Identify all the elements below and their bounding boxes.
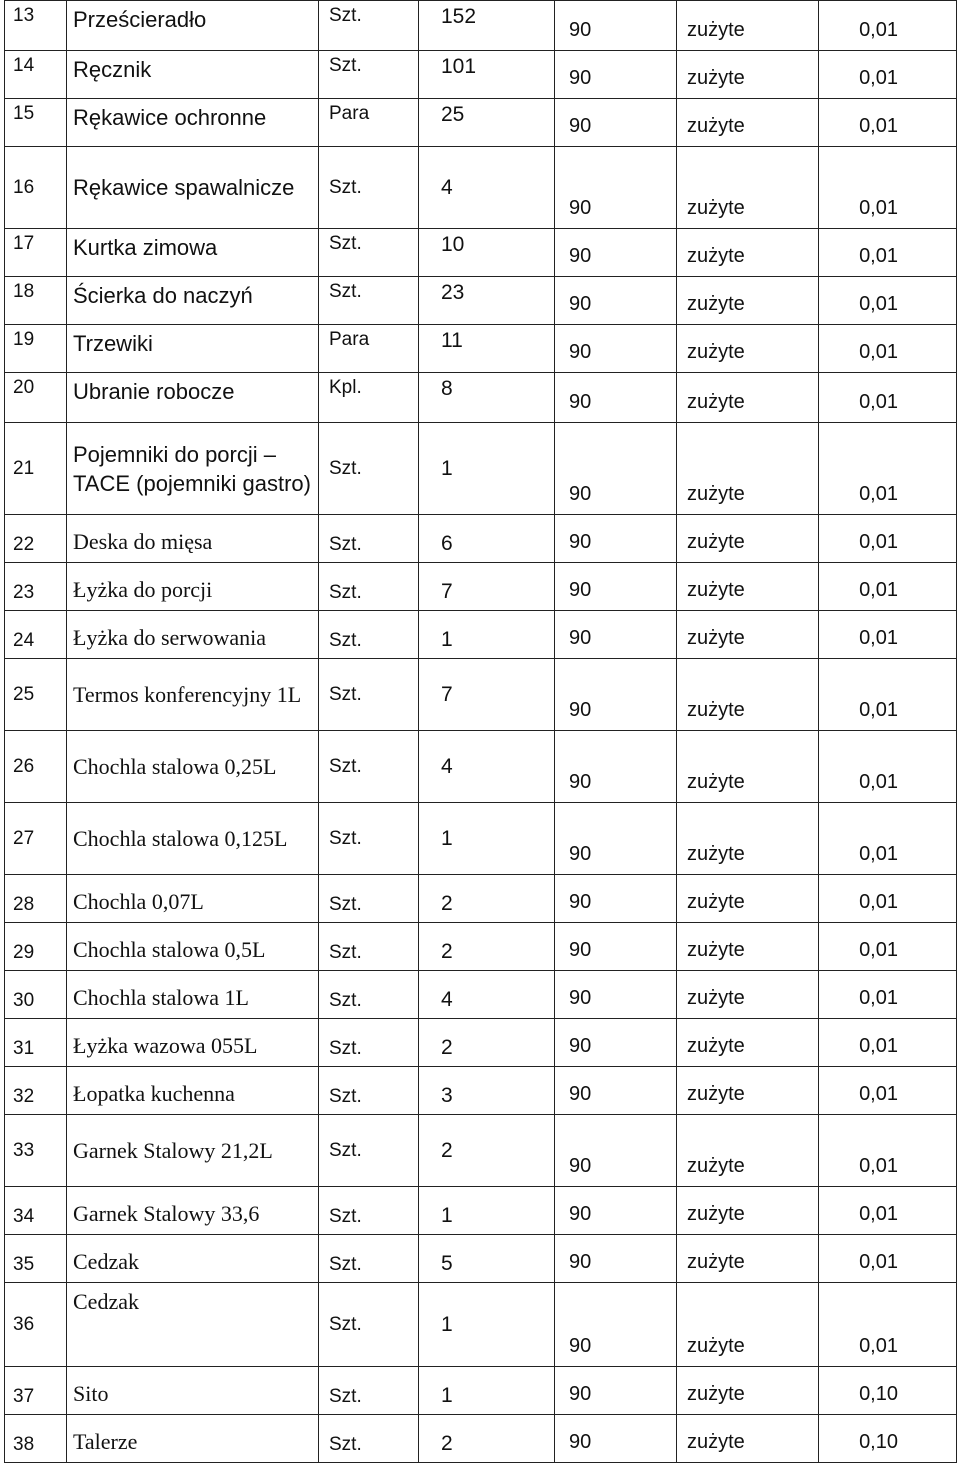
quantity-cell: 2 (419, 875, 555, 923)
quantity-cell: 4 (419, 147, 555, 229)
period-value-cell: 90 (555, 325, 677, 373)
quantity-cell: 2 (419, 1415, 555, 1463)
unit-cell: Szt. (319, 51, 419, 99)
period-value-cell: 90 (555, 731, 677, 803)
unit-cell: Szt. (319, 923, 419, 971)
quantity-cell: 3 (419, 1067, 555, 1115)
unit-cell: Szt. (319, 563, 419, 611)
rate-cell: 0,01 (819, 229, 957, 277)
rate-cell: 0,01 (819, 1067, 957, 1115)
period-value-cell: 90 (555, 229, 677, 277)
unit-cell: Szt. (319, 875, 419, 923)
item-name-cell: Trzewiki (67, 325, 319, 373)
rate-cell: 0,01 (819, 1115, 957, 1187)
period-value-cell: 90 (555, 971, 677, 1019)
unit-cell: Para (319, 99, 419, 147)
table-row (5, 659, 957, 731)
table-row (5, 1067, 957, 1115)
rate-cell: 0,01 (819, 563, 957, 611)
status-cell: zużyte (677, 1, 819, 51)
unit-cell: Szt. (319, 971, 419, 1019)
rate-cell: 0,01 (819, 1019, 957, 1067)
period-value-cell: 90 (555, 1067, 677, 1115)
quantity-cell: 101 (419, 51, 555, 99)
row-number-cell: 15 (5, 99, 67, 147)
row-number-cell: 16 (5, 147, 67, 229)
row-number-cell: 29 (5, 923, 67, 971)
item-name-cell: Rękawice ochronne (67, 99, 319, 147)
unit-cell: Szt. (319, 1019, 419, 1067)
rate-cell: 0,01 (819, 515, 957, 563)
status-cell: zużyte (677, 1019, 819, 1067)
quantity-cell: 6 (419, 515, 555, 563)
status-cell: zużyte (677, 563, 819, 611)
status-cell: zużyte (677, 515, 819, 563)
status-cell: zużyte (677, 731, 819, 803)
quantity-cell: 7 (419, 659, 555, 731)
unit-cell: Szt. (319, 659, 419, 731)
quantity-cell: 8 (419, 373, 555, 423)
table-row (5, 923, 957, 971)
unit-cell: Szt. (319, 1235, 419, 1283)
quantity-cell: 1 (419, 1283, 555, 1367)
status-cell: zużyte (677, 1367, 819, 1415)
row-number-cell: 24 (5, 611, 67, 659)
row-number-cell: 32 (5, 1067, 67, 1115)
item-name-cell: Chochla stalowa 0,5L (67, 923, 319, 971)
rate-cell: 0,01 (819, 875, 957, 923)
status-cell: zużyte (677, 99, 819, 147)
row-number-cell: 31 (5, 1019, 67, 1067)
rate-cell: 0,01 (819, 277, 957, 325)
rate-cell: 0,01 (819, 659, 957, 731)
row-number-cell: 22 (5, 515, 67, 563)
quantity-cell: 11 (419, 325, 555, 373)
row-number-cell: 25 (5, 659, 67, 731)
quantity-cell: 7 (419, 563, 555, 611)
period-value-cell: 90 (555, 1019, 677, 1067)
table-row (5, 803, 957, 875)
row-number-cell: 17 (5, 229, 67, 277)
table-row (5, 611, 957, 659)
rate-cell: 0,01 (819, 51, 957, 99)
status-cell: zużyte (677, 1115, 819, 1187)
period-value-cell: 90 (555, 51, 677, 99)
unit-cell: Szt. (319, 1367, 419, 1415)
unit-cell: Szt. (319, 423, 419, 515)
row-number-cell: 34 (5, 1187, 67, 1235)
quantity-cell: 1 (419, 803, 555, 875)
table-row (5, 563, 957, 611)
status-cell: zużyte (677, 611, 819, 659)
status-cell: zużyte (677, 1187, 819, 1235)
table-row (5, 423, 957, 515)
period-value-cell: 90 (555, 373, 677, 423)
row-number-cell: 28 (5, 875, 67, 923)
status-cell: zużyte (677, 423, 819, 515)
period-value-cell: 90 (555, 875, 677, 923)
table-row (5, 229, 957, 277)
status-cell: zużyte (677, 373, 819, 423)
period-value-cell: 90 (555, 1235, 677, 1283)
rate-cell: 0,01 (819, 147, 957, 229)
rate-cell: 0,01 (819, 99, 957, 147)
row-number-cell: 19 (5, 325, 67, 373)
rate-cell: 0,01 (819, 1187, 957, 1235)
status-cell: zużyte (677, 325, 819, 373)
table-row (5, 971, 957, 1019)
status-cell: zużyte (677, 971, 819, 1019)
rate-cell: 0,01 (819, 1283, 957, 1367)
row-number-cell: 13 (5, 1, 67, 51)
period-value-cell: 90 (555, 1367, 677, 1415)
period-value-cell: 90 (555, 803, 677, 875)
table-row (5, 325, 957, 373)
table-row (5, 373, 957, 423)
quantity-cell: 1 (419, 611, 555, 659)
item-name-cell: Chochla stalowa 0,25L (67, 731, 319, 803)
status-cell: zużyte (677, 1067, 819, 1115)
period-value-cell: 90 (555, 1415, 677, 1463)
rate-cell: 0,10 (819, 1367, 957, 1415)
rate-cell: 0,01 (819, 325, 957, 373)
quantity-cell: 4 (419, 731, 555, 803)
unit-cell: Szt. (319, 803, 419, 875)
row-number-cell: 18 (5, 277, 67, 325)
item-name-cell: Ścierka do naczyń (67, 277, 319, 325)
item-name-cell: Łopatka kuchenna (67, 1067, 319, 1115)
quantity-cell: 2 (419, 1115, 555, 1187)
period-value-cell: 90 (555, 1115, 677, 1187)
item-name-cell: Pojemniki do porcji – TACE (pojemniki gastro) (67, 423, 319, 515)
unit-cell: Szt. (319, 1283, 419, 1367)
table-row (5, 277, 957, 325)
period-value-cell: 90 (555, 659, 677, 731)
status-cell: zużyte (677, 1235, 819, 1283)
period-value-cell: 90 (555, 147, 677, 229)
item-name-cell: Rękawice spawalnicze (67, 147, 319, 229)
unit-cell: Szt. (319, 147, 419, 229)
quantity-cell: 23 (419, 277, 555, 325)
rate-cell: 0,01 (819, 423, 957, 515)
unit-cell: Szt. (319, 229, 419, 277)
table-row (5, 51, 957, 99)
item-name-cell: Chochla stalowa 1L (67, 971, 319, 1019)
table-row (5, 1415, 957, 1463)
period-value-cell: 90 (555, 923, 677, 971)
period-value-cell: 90 (555, 515, 677, 563)
inventory-table (4, 0, 957, 1463)
period-value-cell: 90 (555, 99, 677, 147)
row-number-cell: 26 (5, 731, 67, 803)
item-name-cell: Łyżka do porcji (67, 563, 319, 611)
period-value-cell: 90 (555, 563, 677, 611)
quantity-cell: 5 (419, 1235, 555, 1283)
period-value-cell: 90 (555, 277, 677, 325)
status-cell: zużyte (677, 1415, 819, 1463)
item-name-cell: Sito (67, 1367, 319, 1415)
quantity-cell: 1 (419, 1187, 555, 1235)
unit-cell: Szt. (319, 731, 419, 803)
status-cell: zużyte (677, 147, 819, 229)
item-name-cell: Chochla stalowa 0,125L (67, 803, 319, 875)
status-cell: zużyte (677, 1283, 819, 1367)
item-name-cell: Garnek Stalowy 33,6 (67, 1187, 319, 1235)
quantity-cell: 2 (419, 923, 555, 971)
unit-cell: Szt. (319, 1, 419, 51)
item-name-cell: Cedzak (67, 1235, 319, 1283)
table-row (5, 1187, 957, 1235)
status-cell: zużyte (677, 659, 819, 731)
row-number-cell: 36 (5, 1283, 67, 1367)
row-number-cell: 21 (5, 423, 67, 515)
item-name-cell: Łyżka do serwowania (67, 611, 319, 659)
table-row (5, 99, 957, 147)
status-cell: zużyte (677, 229, 819, 277)
unit-cell: Szt. (319, 1415, 419, 1463)
table-row (5, 731, 957, 803)
status-cell: zużyte (677, 875, 819, 923)
quantity-cell: 1 (419, 1367, 555, 1415)
row-number-cell: 30 (5, 971, 67, 1019)
item-name-cell: Deska do mięsa (67, 515, 319, 563)
table-row (5, 1, 957, 51)
row-number-cell: 37 (5, 1367, 67, 1415)
unit-cell: Para (319, 325, 419, 373)
row-number-cell: 33 (5, 1115, 67, 1187)
row-number-cell: 35 (5, 1235, 67, 1283)
row-number-cell: 38 (5, 1415, 67, 1463)
period-value-cell: 90 (555, 1187, 677, 1235)
unit-cell: Szt. (319, 611, 419, 659)
status-cell: zużyte (677, 277, 819, 325)
rate-cell: 0,01 (819, 803, 957, 875)
item-name-cell: Prześcieradło (67, 1, 319, 51)
item-name-cell: Ręcznik (67, 51, 319, 99)
table-row (5, 1283, 957, 1367)
period-value-cell: 90 (555, 1283, 677, 1367)
quantity-cell: 4 (419, 971, 555, 1019)
unit-cell: Szt. (319, 1067, 419, 1115)
rate-cell: 0,01 (819, 971, 957, 1019)
row-number-cell: 20 (5, 373, 67, 423)
rate-cell: 0,01 (819, 373, 957, 423)
item-name-cell: Ubranie robocze (67, 373, 319, 423)
table-row (5, 1367, 957, 1415)
item-name-cell: Chochla 0,07L (67, 875, 319, 923)
item-name-cell: Termos konferencyjny 1L (67, 659, 319, 731)
table-row (5, 515, 957, 563)
item-name-cell: Talerze (67, 1415, 319, 1463)
rate-cell: 0,01 (819, 923, 957, 971)
quantity-cell: 10 (419, 229, 555, 277)
rate-cell: 0,10 (819, 1415, 957, 1463)
status-cell: zużyte (677, 803, 819, 875)
item-name-cell: Garnek Stalowy 21,2L (67, 1115, 319, 1187)
inventory-rows (5, 1, 957, 1463)
table-row (5, 1115, 957, 1187)
unit-cell: Szt. (319, 515, 419, 563)
table-row (5, 875, 957, 923)
rate-cell: 0,01 (819, 731, 957, 803)
period-value-cell: 90 (555, 1, 677, 51)
unit-cell: Szt. (319, 1115, 419, 1187)
unit-cell: Szt. (319, 277, 419, 325)
row-number-cell: 27 (5, 803, 67, 875)
item-name-cell: Kurtka zimowa (67, 229, 319, 277)
quantity-cell: 152 (419, 1, 555, 51)
status-cell: zużyte (677, 51, 819, 99)
quantity-cell: 25 (419, 99, 555, 147)
item-name-cell: Łyżka wazowa 055L (67, 1019, 319, 1067)
rate-cell: 0,01 (819, 1, 957, 51)
rate-cell: 0,01 (819, 1235, 957, 1283)
period-value-cell: 90 (555, 423, 677, 515)
quantity-cell: 1 (419, 423, 555, 515)
rate-cell: 0,01 (819, 611, 957, 659)
table-row (5, 1019, 957, 1067)
unit-cell: Szt. (319, 1187, 419, 1235)
row-number-cell: 14 (5, 51, 67, 99)
row-number-cell: 23 (5, 563, 67, 611)
quantity-cell: 2 (419, 1019, 555, 1067)
table-row (5, 147, 957, 229)
status-cell: zużyte (677, 923, 819, 971)
period-value-cell: 90 (555, 611, 677, 659)
table-row (5, 1235, 957, 1283)
unit-cell: Kpl. (319, 373, 419, 423)
item-name-cell: Cedzak (67, 1283, 319, 1367)
